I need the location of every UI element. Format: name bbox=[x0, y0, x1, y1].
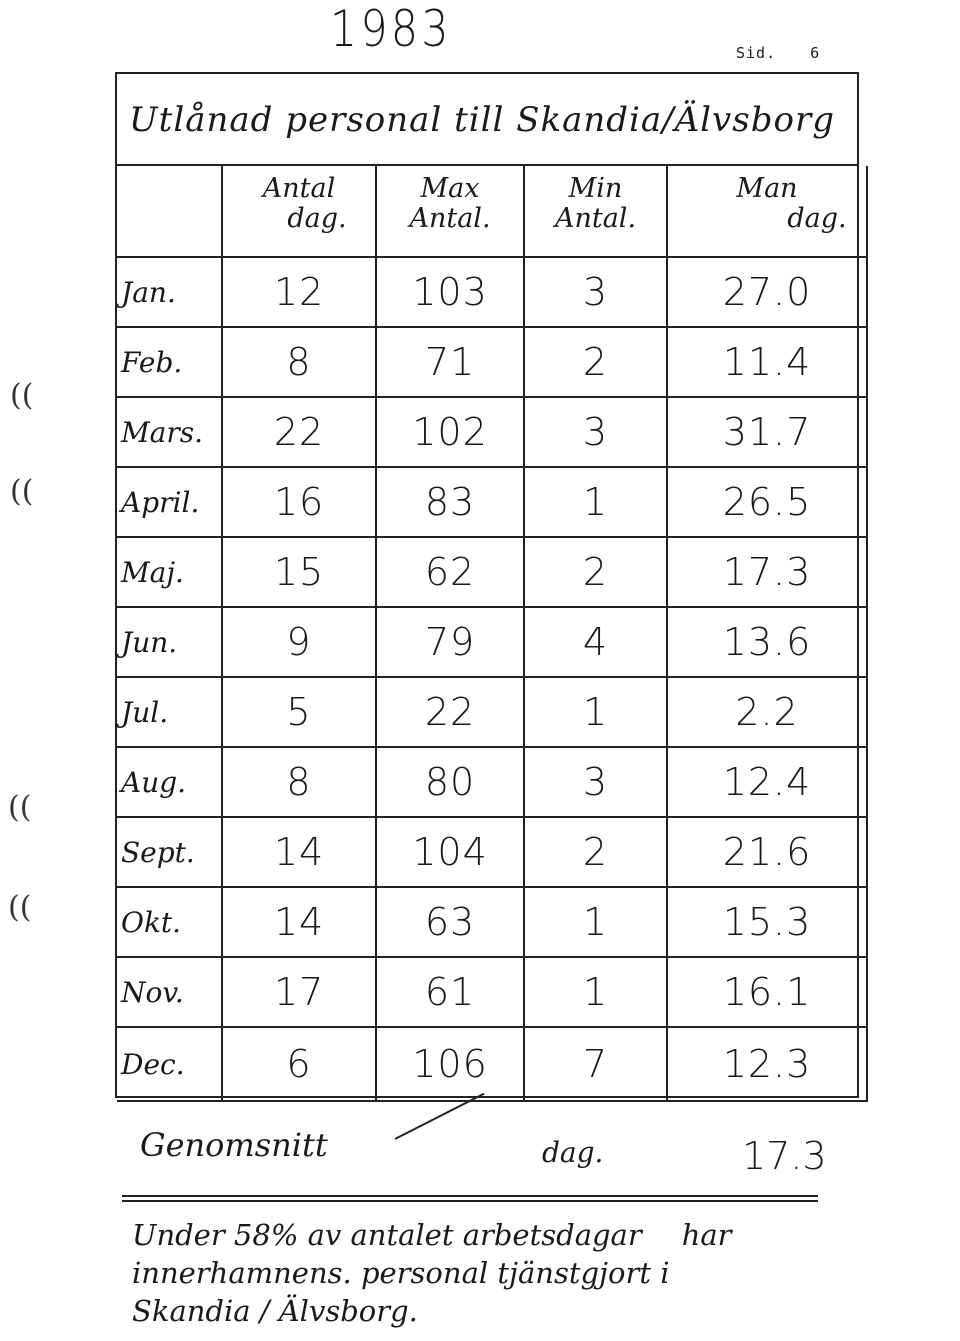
max-antal-cell: 71 bbox=[376, 327, 524, 397]
antal-dag-cell: 14 bbox=[222, 887, 376, 957]
man-dag-cell: 17.3 bbox=[667, 537, 867, 607]
max-antal-cell: 79 bbox=[376, 607, 524, 677]
table-row bbox=[117, 467, 867, 537]
min-antal-cell: 1 bbox=[524, 677, 667, 747]
header-line: dag. bbox=[287, 203, 347, 234]
man-dag-cell: 26.5 bbox=[667, 467, 867, 537]
month-cell: Maj. bbox=[117, 537, 222, 607]
max-antal-cell: 80 bbox=[376, 747, 524, 817]
average-row bbox=[118, 1110, 827, 1190]
min-antal-cell: 2 bbox=[524, 537, 667, 607]
month-cell: April. bbox=[117, 467, 222, 537]
margin-mark: (( bbox=[10, 378, 34, 413]
page-year: 1983 bbox=[330, 0, 452, 58]
table-header-row bbox=[117, 166, 867, 257]
header-max-antal bbox=[376, 166, 524, 257]
max-antal-cell: 63 bbox=[376, 887, 524, 957]
min-antal-cell: 2 bbox=[524, 817, 667, 887]
month-cell: Okt. bbox=[117, 887, 222, 957]
header-min-antal bbox=[524, 166, 667, 257]
min-antal-cell: 1 bbox=[524, 957, 667, 1027]
monthly-table bbox=[117, 166, 868, 1102]
page-number-value: 6 bbox=[810, 44, 821, 62]
min-antal-cell: 2 bbox=[524, 327, 667, 397]
footnote-text: Under 58% av antalet arbetsdagar bbox=[132, 1218, 642, 1252]
month-cell: Sept. bbox=[117, 817, 222, 887]
max-antal-cell: 106 bbox=[376, 1027, 524, 1101]
antal-dag-cell: 5 bbox=[222, 677, 376, 747]
max-antal-cell: 61 bbox=[376, 957, 524, 1027]
table-row bbox=[117, 537, 867, 607]
header-line: Max bbox=[420, 173, 480, 204]
antal-dag-cell: 12 bbox=[222, 257, 376, 327]
header-month bbox=[117, 166, 222, 257]
month-cell: Jan. bbox=[117, 257, 222, 327]
footnote-line bbox=[132, 1216, 852, 1254]
antal-dag-cell: 8 bbox=[222, 327, 376, 397]
footnote-line: Skandia / Älvsborg. bbox=[132, 1294, 418, 1328]
average-label: Genomsnitt bbox=[140, 1126, 328, 1164]
table-row bbox=[117, 957, 867, 1027]
header-line: dag. bbox=[787, 203, 847, 234]
man-dag-cell: 21.6 bbox=[667, 817, 867, 887]
table-body bbox=[117, 257, 867, 1101]
man-dag-cell: 2.2 bbox=[667, 677, 867, 747]
table-row bbox=[117, 887, 867, 957]
man-dag-cell: 12.3 bbox=[667, 1027, 867, 1101]
man-dag-cell: 13.6 bbox=[667, 607, 867, 677]
man-dag-cell: 12.4 bbox=[667, 747, 867, 817]
average-value: 17.3 bbox=[742, 1134, 827, 1178]
antal-dag-cell: 17 bbox=[222, 957, 376, 1027]
month-cell: Dec. bbox=[117, 1027, 222, 1101]
antal-dag-cell: 22 bbox=[222, 397, 376, 467]
header-line: Min bbox=[568, 173, 623, 204]
table-row bbox=[117, 397, 867, 467]
antal-dag-cell: 9 bbox=[222, 607, 376, 677]
man-dag-cell: 27.0 bbox=[667, 257, 867, 327]
header-man-dag bbox=[667, 166, 867, 257]
min-antal-cell: 3 bbox=[524, 257, 667, 327]
antal-dag-cell: 15 bbox=[222, 537, 376, 607]
min-antal-cell: 1 bbox=[524, 467, 667, 537]
min-antal-cell: 4 bbox=[524, 607, 667, 677]
man-dag-cell: 15.3 bbox=[667, 887, 867, 957]
antal-dag-cell: 6 bbox=[222, 1027, 376, 1101]
table-title: Utlånad personal till Skandia/Älvsborg bbox=[129, 100, 835, 140]
header-line: Man bbox=[736, 173, 798, 204]
margin-mark: (( bbox=[10, 474, 34, 509]
antal-dag-cell: 8 bbox=[222, 747, 376, 817]
max-antal-cell: 62 bbox=[376, 537, 524, 607]
header-line: Antal. bbox=[554, 203, 637, 234]
table-row bbox=[117, 607, 867, 677]
max-antal-cell: 83 bbox=[376, 467, 524, 537]
margin-mark: (( bbox=[8, 790, 32, 825]
header-line: Antal bbox=[262, 173, 336, 204]
footnote-text: har bbox=[681, 1218, 732, 1252]
footnote bbox=[132, 1216, 852, 1330]
table-row bbox=[117, 257, 867, 327]
max-antal-cell: 103 bbox=[376, 257, 524, 327]
table-row bbox=[117, 817, 867, 887]
table-title-row bbox=[117, 74, 857, 166]
average-unit: dag. bbox=[542, 1136, 604, 1169]
month-cell: Feb. bbox=[117, 327, 222, 397]
man-dag-cell: 16.1 bbox=[667, 957, 867, 1027]
man-dag-cell: 11.4 bbox=[667, 327, 867, 397]
min-antal-cell: 1 bbox=[524, 887, 667, 957]
page-number-label: Sid. bbox=[736, 44, 777, 62]
man-dag-cell: 31.7 bbox=[667, 397, 867, 467]
footnote-line: innerhamnens. personal tjänstgjort i bbox=[132, 1256, 670, 1290]
header-antal-dag bbox=[222, 166, 376, 257]
table-row bbox=[117, 1027, 867, 1101]
month-cell: Nov. bbox=[117, 957, 222, 1027]
double-rule-bottom bbox=[122, 1200, 818, 1202]
table-row bbox=[117, 327, 867, 397]
table-row bbox=[117, 747, 867, 817]
double-rule-top bbox=[122, 1195, 818, 1197]
max-antal-cell: 22 bbox=[376, 677, 524, 747]
antal-dag-cell: 14 bbox=[222, 817, 376, 887]
month-cell: Jul. bbox=[117, 677, 222, 747]
month-cell: Mars. bbox=[117, 397, 222, 467]
antal-dag-cell: 16 bbox=[222, 467, 376, 537]
min-antal-cell: 7 bbox=[524, 1027, 667, 1101]
header-line: Antal. bbox=[409, 203, 491, 234]
max-antal-cell: 104 bbox=[376, 817, 524, 887]
month-cell: Jun. bbox=[117, 607, 222, 677]
month-cell: Aug. bbox=[117, 747, 222, 817]
margin-mark: (( bbox=[8, 890, 32, 925]
max-antal-cell: 102 bbox=[376, 397, 524, 467]
min-antal-cell: 3 bbox=[524, 397, 667, 467]
table-row bbox=[117, 677, 867, 747]
page-number bbox=[736, 44, 820, 62]
min-antal-cell: 3 bbox=[524, 747, 667, 817]
